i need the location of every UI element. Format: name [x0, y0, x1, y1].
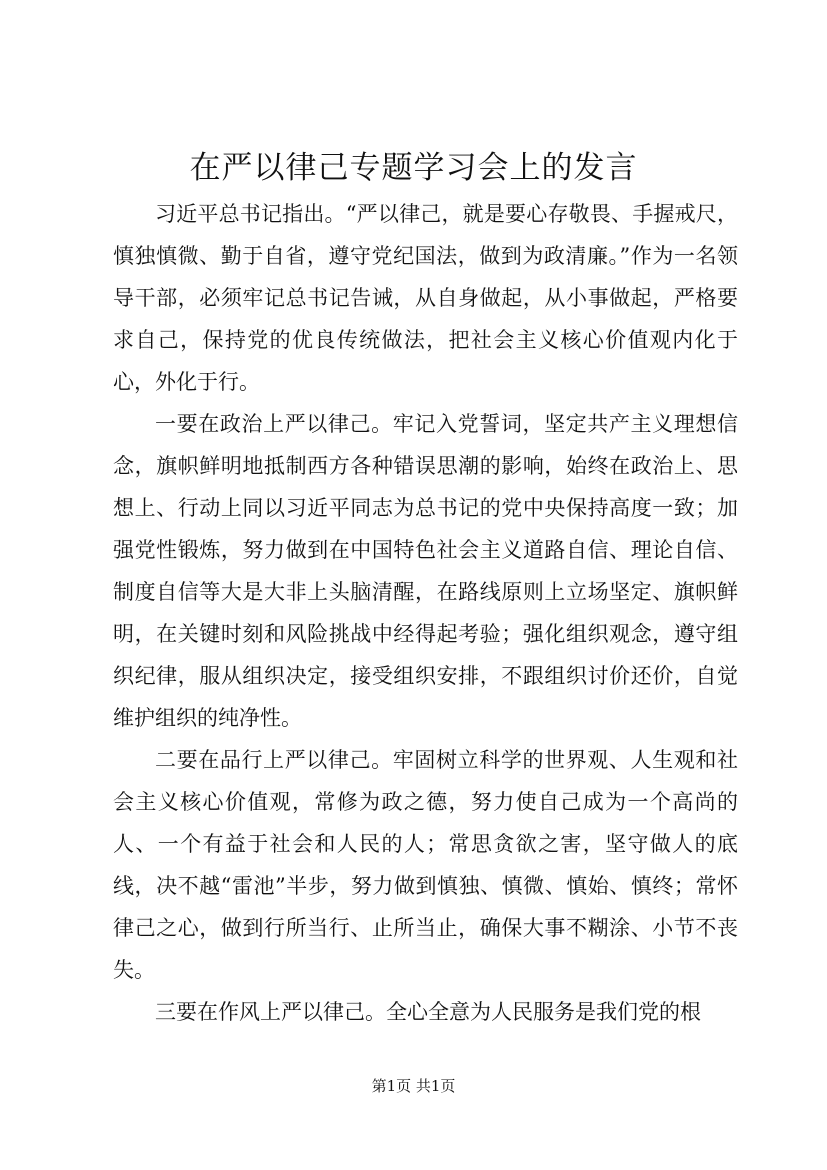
body-paragraph-political: 一要在政治上严以律己。牢记入党誓词，坚定共产主义理想信念，旗帜鲜明地抵制西方各种错误思潮的影响，始终在政治上、思想上、行动上同以习近平同志为总书记的党中央保持高度一致；加强党性锻炼，努力做到在中国特色社会主义道路自信、理论自信、制度自信等大是大非上头脑清醒，在路线原则上立场坚定、旗帜鲜明，在关键时刻和风险挑战中经得起考验；强化组织观念，遵守组织纪律，服从组织决定，接受组织安排，不跟组织讨价还价，自觉维护组织的纯净性。 — [113, 412, 738, 730]
document-title: 在严以律己专题学习会上的发言 — [189, 150, 638, 186]
body-paragraph-intro: 习近平总书记指出。“严以律己，就是要心存敬畏、手握戒尺，慎独慎微、勤于自省，遵守党纪国法，做到为政清廉。”作为一名领导干部，必须牢记总书记告诫，从自身做起，从小事做起，严格要求自己，保持党的优良传统做法，把社会主义核心价值观内化于心，外化于行。 — [113, 202, 738, 394]
page-footer: 第1页 共1页 — [371, 1077, 456, 1095]
document-body — [113, 193, 738, 1033]
body-paragraph-style: 三要在作风上严以律己。全心全意为人民服务是我们党的根 — [155, 1000, 701, 1024]
body-paragraph-conduct: 二要在品行上严以律己。牢固树立科学的世界观、人生观和社会主义核心价值观，常修为政之德，努力使自己成为一个高尚的人、一个有益于社会和人民的人；常思贪欲之害，坚守做人的底线，决不越“雷池”半步，努力做到慎独、慎微、慎始、慎终；常怀律己之心，做到行所当行、止所当止，确保大事不糊涂、小节不丧失。 — [113, 748, 738, 982]
